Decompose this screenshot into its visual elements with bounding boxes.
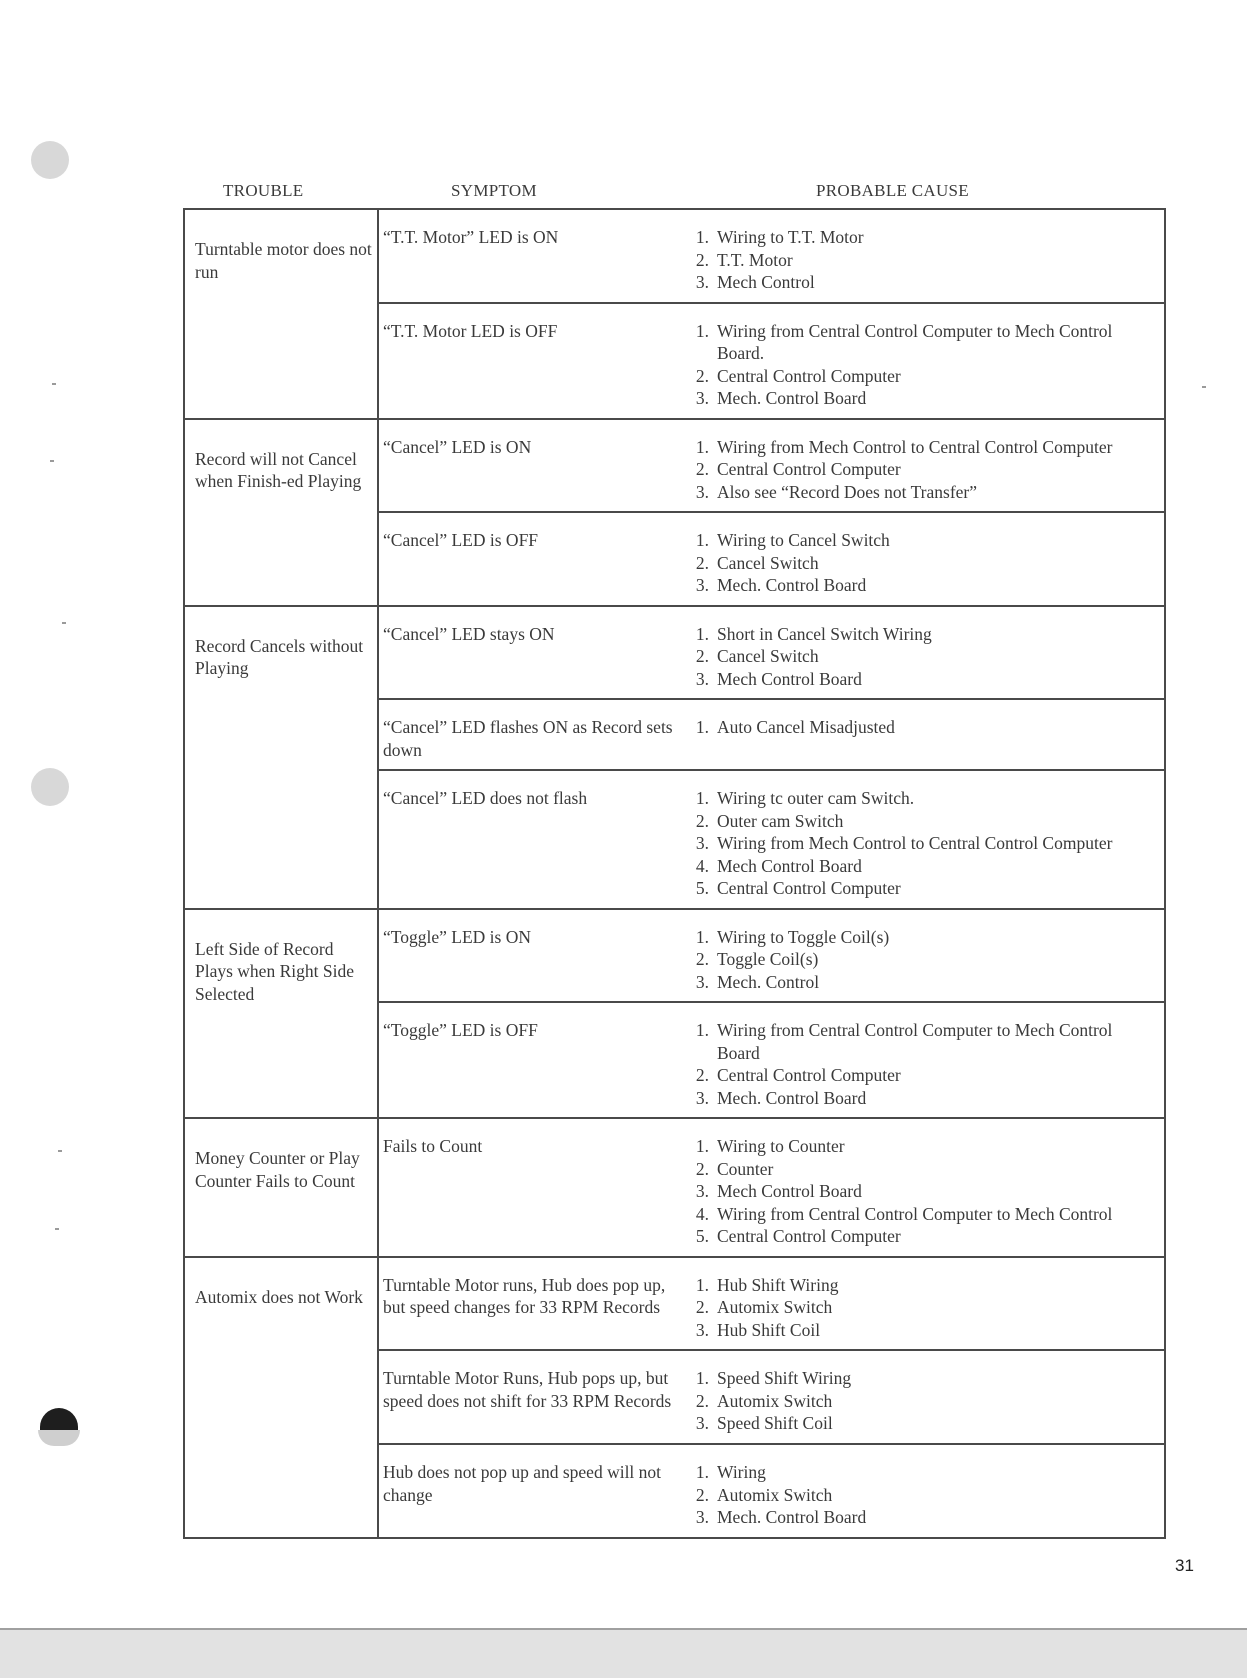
cause-list — [679, 1135, 1158, 1248]
cause-item — [679, 1461, 1158, 1484]
cause-number: 1. — [695, 320, 709, 341]
cause-number: 2. — [695, 1065, 709, 1085]
cause-number: 3. — [695, 833, 709, 853]
cause-cell — [679, 770, 1165, 909]
cause-number: 3. — [695, 388, 709, 408]
cause-number: 5. — [695, 878, 709, 898]
cause-text: Also see “Record Does not Transfer” — [717, 481, 978, 502]
cause-number: 3. — [695, 1319, 709, 1340]
cause-text: Mech Control Board — [717, 1181, 862, 1201]
cause-item — [679, 1135, 1158, 1158]
header-symptom: SYMPTOM — [451, 181, 537, 200]
cause-text: Short in Cancel Switch Wiring — [717, 623, 932, 644]
cause-number: 2. — [695, 249, 709, 270]
cause-text: Mech. Control Board — [717, 1087, 867, 1108]
cause-item — [679, 271, 1158, 294]
cause-item — [679, 645, 1158, 668]
cause-item — [679, 668, 1158, 691]
cause-item — [679, 1158, 1158, 1181]
cause-text: Wiring from Mech Control to Central Control Computer — [717, 436, 1113, 457]
cause-text: Wiring from Central Control Computer to Mech Control Board — [717, 1020, 1113, 1063]
cause-cell — [679, 1350, 1165, 1444]
cause-cell — [679, 1118, 1165, 1257]
cause-text: Mech. Control Board — [717, 1507, 867, 1527]
cause-item — [679, 1367, 1158, 1390]
cause-text: Speed Shift Wiring — [717, 1368, 852, 1388]
cause-cell — [679, 512, 1165, 606]
symptom-cell: “Cancel” LED is ON — [378, 419, 679, 513]
cause-item — [679, 1506, 1158, 1529]
cause-text: Wiring from Central Control Computer to Mech Control — [717, 1203, 1113, 1224]
cause-list — [679, 716, 1158, 739]
cause-text: Outer cam Switch — [717, 810, 844, 831]
cause-item — [679, 226, 1158, 249]
cause-text: Central Control Computer — [717, 1226, 901, 1246]
cause-text: Central Control Computer — [717, 878, 901, 898]
cause-cell — [679, 1257, 1165, 1351]
cause-number: 3. — [695, 1087, 709, 1108]
cause-item — [679, 249, 1158, 272]
cause-number: 1. — [695, 530, 709, 550]
cause-item — [679, 971, 1158, 994]
cause-list — [679, 1367, 1158, 1435]
cause-text: Central Control Computer — [717, 365, 901, 386]
cause-list — [679, 436, 1158, 504]
cause-number: 2. — [695, 1158, 709, 1179]
cause-item — [679, 481, 1158, 504]
cause-text: Wiring — [717, 1462, 766, 1482]
cause-number: 3. — [695, 1507, 709, 1527]
cause-number: 2. — [695, 365, 709, 386]
header-trouble: TROUBLE — [223, 181, 304, 200]
cause-cell — [679, 1002, 1165, 1118]
cause-text: Mech Control — [717, 272, 815, 292]
cause-list — [679, 1274, 1158, 1342]
column-headers — [183, 181, 1166, 205]
cause-item — [679, 1274, 1158, 1297]
symptom-cell: “Cancel” LED stays ON — [378, 606, 679, 700]
cause-number: 3. — [695, 272, 709, 292]
cause-number: 1. — [695, 1368, 709, 1388]
cause-text: Mech. Control — [717, 971, 820, 992]
cause-number: 2. — [695, 1484, 709, 1505]
cause-text: Wiring to T.T. Motor — [717, 227, 864, 247]
cause-item — [679, 1296, 1158, 1319]
trouble-cell: Left Side of Record Plays when Right Side Selected — [184, 909, 378, 1119]
cause-number: 2. — [695, 1390, 709, 1411]
cause-item — [679, 387, 1158, 410]
page-edge-band — [0, 1630, 1247, 1678]
trouble-cell: Record will not Cancel when Finish-ed Playing — [184, 419, 378, 606]
cause-item — [679, 1225, 1158, 1248]
binder-hole-top — [31, 141, 69, 179]
cause-item — [679, 1064, 1158, 1087]
symptom-cell: Turntable Motor runs, Hub does pop up, but speed changes for 33 RPM Records — [378, 1257, 679, 1351]
cause-text: Wiring tc outer cam Switch. — [717, 788, 915, 808]
cause-number: 1. — [695, 926, 709, 947]
cause-text: Wiring to Cancel Switch — [717, 530, 890, 550]
symptom-cell: “T.T. Motor” LED is ON — [378, 209, 679, 303]
cause-list — [679, 226, 1158, 294]
cause-item — [679, 574, 1158, 597]
cause-list — [679, 1019, 1158, 1109]
cause-number: 3. — [695, 481, 709, 502]
cause-number: 3. — [695, 575, 709, 595]
cause-text: Speed Shift Coil — [717, 1413, 833, 1433]
binder-hole-middle — [31, 768, 69, 806]
cause-text: Wiring from Central Control Computer to Mech Control Board. — [717, 320, 1113, 363]
cause-text: T.T. Motor — [717, 249, 793, 270]
cause-item — [679, 948, 1158, 971]
cause-item — [679, 1319, 1158, 1342]
cause-item — [679, 716, 1158, 739]
cause-text: Automix Switch — [717, 1297, 833, 1317]
trouble-cell: Automix does not Work — [184, 1257, 378, 1538]
cause-number: 1. — [695, 1274, 709, 1295]
cause-item — [679, 1390, 1158, 1413]
scan-speck — [52, 383, 56, 385]
cause-number: 1. — [695, 436, 709, 457]
cause-text: Cancel Switch — [717, 646, 819, 666]
symptom-cell: “Cancel” LED does not flash — [378, 770, 679, 909]
symptom-cell: “Toggle” LED is OFF — [378, 1002, 679, 1118]
trouble-cell: Money Counter or Play Counter Fails to Count — [184, 1118, 378, 1257]
cause-item — [679, 1087, 1158, 1110]
table-row — [184, 909, 1165, 1003]
cause-number: 5. — [695, 1226, 709, 1246]
cause-item — [679, 926, 1158, 949]
cause-item — [679, 1180, 1158, 1203]
cause-number: 1. — [695, 717, 709, 737]
scan-speck — [1202, 386, 1206, 388]
cause-text: Central Control Computer — [717, 459, 901, 479]
cause-text: Counter — [717, 1158, 774, 1179]
cause-list — [679, 529, 1158, 597]
cause-item — [679, 877, 1158, 900]
cause-number: 2. — [695, 949, 709, 969]
trouble-cell: Record Cancels without Playing — [184, 606, 378, 909]
table-row — [184, 209, 1165, 303]
cause-text: Automix Switch — [717, 1390, 833, 1411]
scan-speck — [62, 622, 66, 624]
cause-text: Mech Control Board — [717, 668, 862, 689]
scan-speck — [58, 1150, 62, 1152]
cause-number: 1. — [695, 623, 709, 644]
cause-number: 1. — [695, 1020, 709, 1040]
cause-number: 1. — [695, 788, 709, 808]
cause-text: Wiring from Mech Control to Central Control Computer — [717, 833, 1113, 853]
cause-number: 1. — [695, 227, 709, 247]
binder-hole-bottom — [40, 1408, 78, 1434]
cause-number: 3. — [695, 1181, 709, 1201]
cause-item — [679, 1412, 1158, 1435]
cause-cell — [679, 419, 1165, 513]
symptom-cell: “Cancel” LED flashes ON as Record sets down — [378, 699, 679, 770]
cause-number: 2. — [695, 1297, 709, 1317]
cause-item — [679, 810, 1158, 833]
cause-list — [679, 926, 1158, 994]
cause-number: 3. — [695, 1413, 709, 1433]
cause-item — [679, 365, 1158, 388]
table-row — [184, 1257, 1165, 1351]
cause-list — [679, 1461, 1158, 1529]
cause-item — [679, 529, 1158, 552]
cause-item — [679, 1484, 1158, 1507]
cause-text: Central Control Computer — [717, 1065, 901, 1085]
cause-text: Hub Shift Coil — [717, 1319, 821, 1340]
symptom-cell: Fails to Count — [378, 1118, 679, 1257]
table-row — [184, 606, 1165, 700]
cause-number: 2. — [695, 810, 709, 831]
cause-number: 1. — [695, 1136, 709, 1156]
cause-number: 3. — [695, 971, 709, 992]
cause-text: Mech. Control Board — [717, 388, 867, 408]
cause-cell — [679, 909, 1165, 1003]
header-probable-cause: PROBABLE CAUSE — [816, 181, 969, 200]
cause-text: Wiring to Counter — [717, 1136, 845, 1156]
cause-text: Automix Switch — [717, 1484, 833, 1505]
cause-item — [679, 787, 1158, 810]
cause-number: 2. — [695, 459, 709, 479]
cause-item — [679, 458, 1158, 481]
cause-text: Hub Shift Wiring — [717, 1274, 839, 1295]
cause-item — [679, 436, 1158, 459]
cause-cell — [679, 209, 1165, 303]
table-row — [184, 419, 1165, 513]
cause-list — [679, 320, 1158, 410]
scan-speck — [55, 1228, 59, 1230]
cause-cell — [679, 1444, 1165, 1538]
cause-cell — [679, 606, 1165, 700]
trouble-cell: Turntable motor does not run — [184, 209, 378, 419]
symptom-cell: “Toggle” LED is ON — [378, 909, 679, 1003]
troubleshooting-table — [183, 208, 1166, 1539]
cause-number: 4. — [695, 1203, 709, 1224]
cause-cell — [679, 699, 1165, 770]
symptom-cell: “T.T. Motor LED is OFF — [378, 303, 679, 419]
cause-text: Mech Control Board — [717, 855, 862, 876]
symptom-cell: Turntable Motor Runs, Hub pops up, but speed does not shift for 33 RPM Records — [378, 1350, 679, 1444]
cause-item — [679, 623, 1158, 646]
cause-text: Auto Cancel Misadjusted — [717, 717, 895, 737]
cause-item — [679, 855, 1158, 878]
page-number: 31 — [1175, 1556, 1194, 1575]
cause-list — [679, 787, 1158, 900]
cause-number: 1. — [695, 1462, 709, 1482]
cause-item — [679, 552, 1158, 575]
symptom-cell: Hub does not pop up and speed will not change — [378, 1444, 679, 1538]
cause-number: 4. — [695, 855, 709, 876]
cause-text: Cancel Switch — [717, 552, 819, 573]
cause-number: 3. — [695, 668, 709, 689]
cause-number: 2. — [695, 646, 709, 666]
scan-speck — [50, 460, 54, 462]
cause-item — [679, 1019, 1158, 1064]
table-row — [184, 1118, 1165, 1257]
symptom-cell: “Cancel” LED is OFF — [378, 512, 679, 606]
cause-text: Toggle Coil(s) — [717, 949, 819, 969]
cause-item — [679, 832, 1158, 855]
cause-item — [679, 1203, 1158, 1226]
cause-text: Mech. Control Board — [717, 575, 867, 595]
cause-list — [679, 623, 1158, 691]
cause-number: 2. — [695, 552, 709, 573]
cause-cell — [679, 303, 1165, 419]
cause-item — [679, 320, 1158, 365]
cause-text: Wiring to Toggle Coil(s) — [717, 926, 890, 947]
